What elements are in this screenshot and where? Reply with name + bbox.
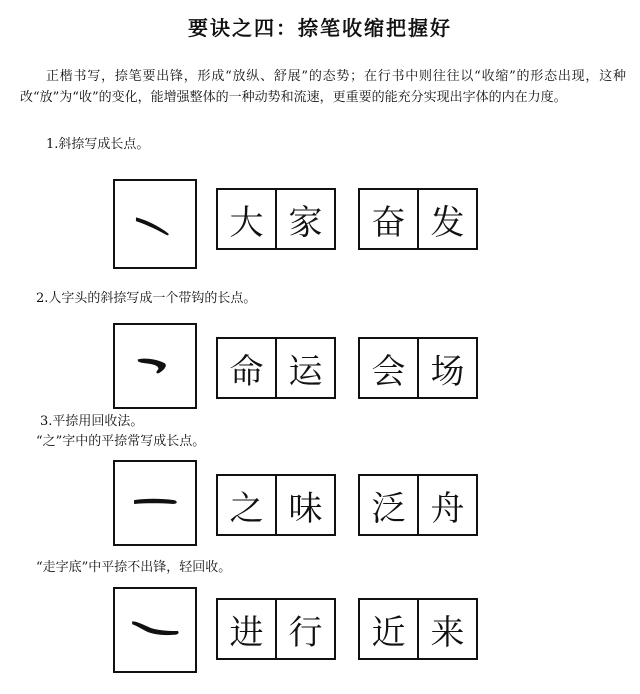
example-character: 之: [229, 488, 264, 529]
example-character: 泛: [371, 488, 406, 529]
example-word-pair: [216, 474, 336, 536]
walk-radical-flat-stroke-icon: [115, 589, 195, 671]
stroke-example-box: [113, 179, 197, 269]
example-word-pair: [358, 474, 478, 536]
example-character: 进: [229, 612, 264, 653]
example-word-pair: [216, 188, 336, 250]
example-character: 大: [229, 202, 264, 243]
example-character: 场: [417, 339, 476, 397]
example-character: 味: [275, 476, 334, 534]
example-character: 来: [417, 600, 476, 658]
slanted-long-dot-stroke-icon: [115, 181, 195, 267]
example-character: 命: [229, 351, 264, 392]
example-character: 舟: [417, 476, 476, 534]
stroke-example-box: [113, 323, 197, 409]
stroke-example-box: [113, 587, 197, 673]
hooked-long-dot-stroke-icon: [115, 325, 195, 407]
section-1-caption: 1.斜捺写成长点。: [46, 137, 150, 152]
example-word-pair: [216, 598, 336, 660]
section-4-caption: “走字底”中平捺不出锋，轻回收。: [36, 560, 232, 575]
example-character: 家: [275, 190, 334, 248]
example-word-pair: [358, 598, 478, 660]
example-word-pair: [358, 337, 478, 399]
example-word-pair: [216, 337, 336, 399]
section-3-subcaption: “之”字中的平捺常写成长点。: [36, 434, 206, 449]
horizontal-long-dot-stroke-icon: [115, 462, 195, 544]
section-3-caption: 3.平捺用回收法。: [40, 414, 144, 429]
section-2-caption: 2.人字头的斜捺写成一个带钩的长点。: [36, 291, 257, 306]
example-character: 奋: [371, 202, 406, 243]
intro-paragraph: 正楷书写，捺笔要出锋，形成“放纵、舒展”的态势；在行书中则往往以“收缩”的形态出现，这种改“放”为“收”的变化，能增强整体的一种动势和流速，更重要的能充分实现出字体的内在力度。: [20, 69, 626, 105]
example-character: 发: [417, 190, 476, 248]
stroke-example-box: [113, 460, 197, 546]
example-character: 行: [275, 600, 334, 658]
example-character: 运: [275, 339, 334, 397]
example-character: 近: [371, 612, 406, 653]
example-word-pair: [358, 188, 478, 250]
page-title: 要诀之四：捺笔收缩把握好: [188, 16, 452, 40]
example-character: 会: [371, 351, 406, 392]
